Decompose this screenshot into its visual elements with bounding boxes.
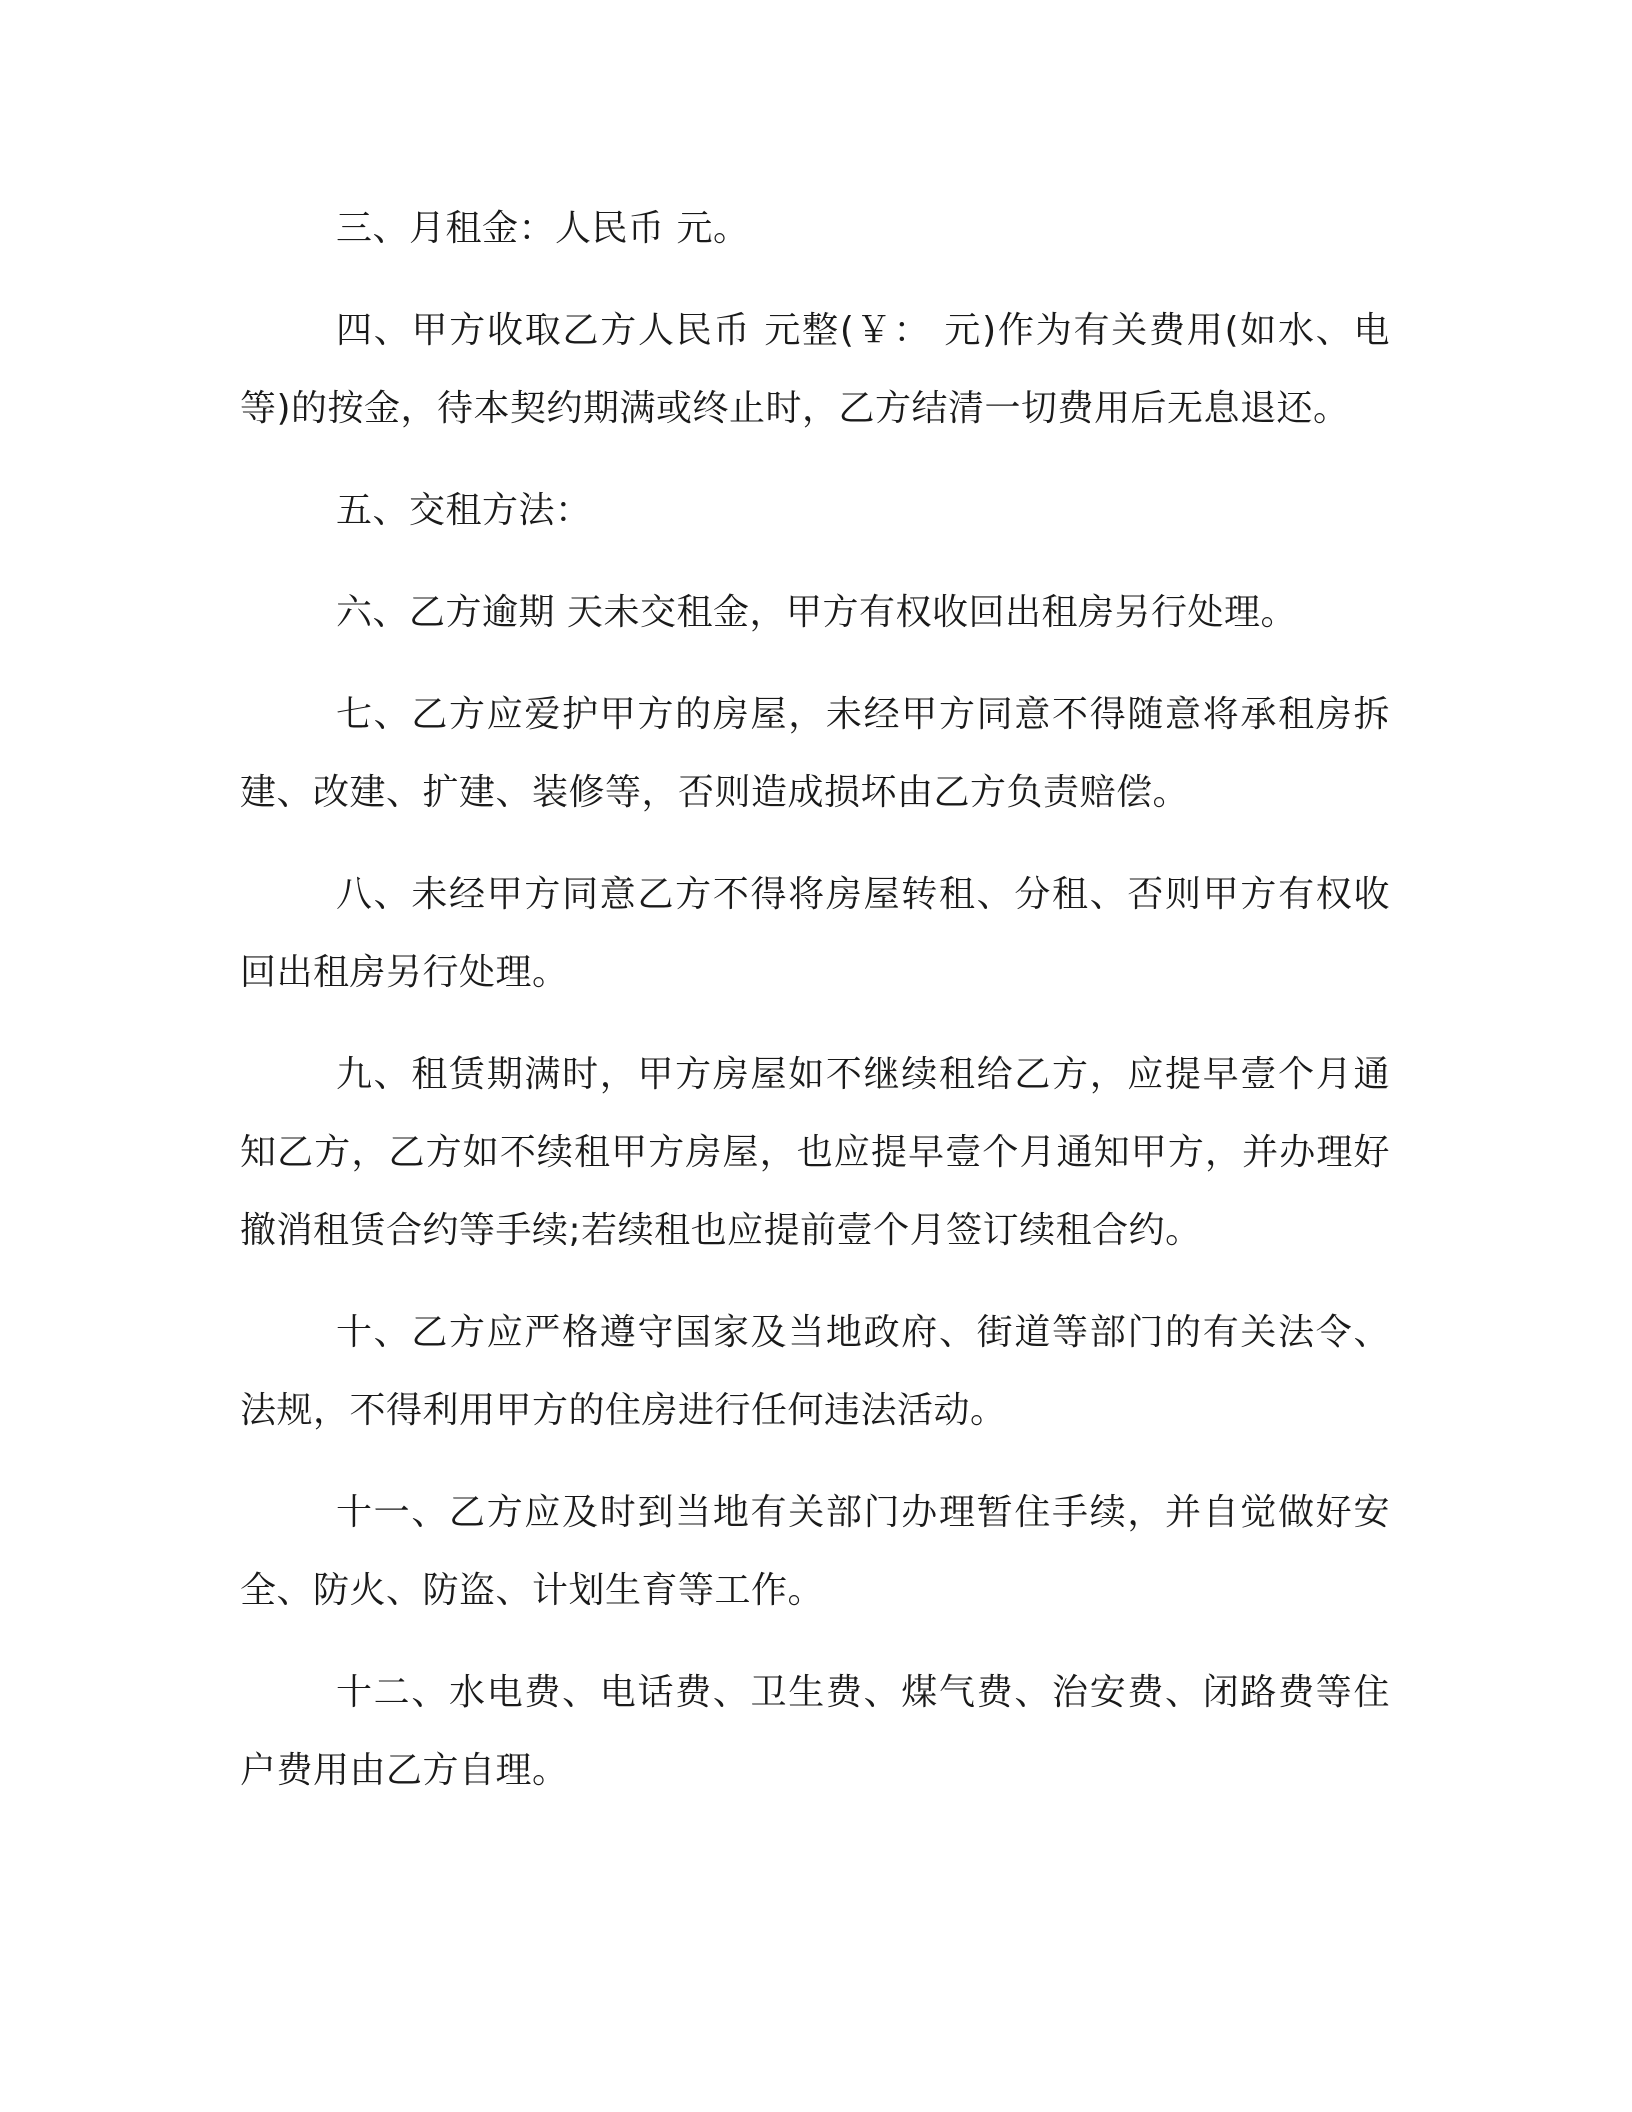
clause-legal-compliance: 十、乙方应严格遵守国家及当地政府、街道等部门的有关法令、法规，不得利用甲方的住房进行任何违法活动。: [240, 1312, 1390, 1431]
clause-deposit: 四、甲方收取乙方人民币 元整(￥： 元)作为有关费用(如水、电等)的按金，待本契约期满或终止时，乙方结清一切费用后无息退还。: [240, 310, 1390, 429]
clause-utility-fees: 十二、水电费、电话费、卫生费、煤气费、治安费、闭路费等住户费用由乙方自理。: [240, 1672, 1390, 1791]
clause-late-payment: 六、乙方逾期 天未交租金，甲方有权收回出租房另行处理。: [336, 592, 1297, 633]
document-body: [240, 190, 1390, 1834]
clause-property-care: 七、乙方应爱护甲方的房屋，未经甲方同意不得随意将承租房拆建、改建、扩建、装修等，否则造成损坏由乙方负责赔偿。: [240, 694, 1390, 813]
clause-no-sublet: 八、未经甲方同意乙方不得将房屋转租、分租、否则甲方有权收回出租房另行处理。: [240, 874, 1390, 993]
clause-payment-method: 五、交租方法：: [336, 490, 592, 531]
clause-monthly-rent: 三、月租金：人民币 元。: [336, 208, 750, 249]
clause-lease-expiry: 九、租赁期满时，甲方房屋如不继续租给乙方，应提早壹个月通知乙方，乙方如不续租甲方房屋，也应提早壹个月通知甲方，并办理好撤消租赁合约等手续;若续租也应提前壹个月签订续租合约。: [240, 1054, 1390, 1251]
clause-residence-registration: 十一、乙方应及时到当地有关部门办理暂住手续，并自觉做好安全、防火、防盗、计划生育等工作。: [240, 1492, 1390, 1611]
